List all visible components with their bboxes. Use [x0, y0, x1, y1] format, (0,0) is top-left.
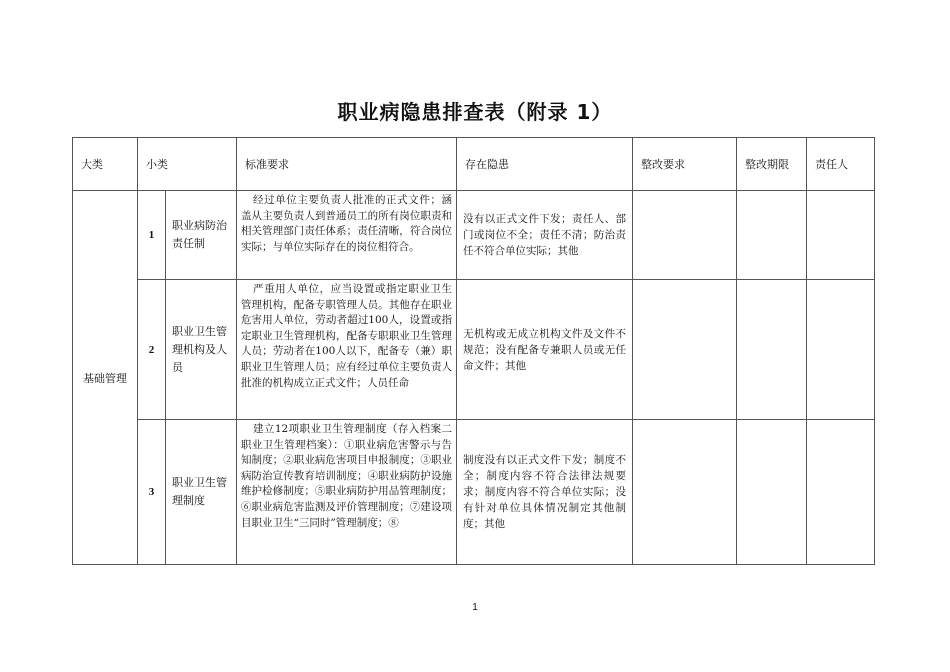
- document-title: 职业病隐患排查表（附录 1）: [337, 100, 613, 124]
- rectification-cell[interactable]: [633, 420, 737, 565]
- rectification-cell[interactable]: [633, 280, 737, 420]
- header-standard: 标准要求: [237, 138, 457, 191]
- table-row: [73, 191, 875, 280]
- subcategory-cell: 职业病防治责任制: [166, 191, 237, 280]
- hazard-cell: 制度没有以正式文件下发；制度不全；制度内容不符合法律法规要求；制度内容不符合单位实际；没有针对单位具体情况制定其他制度；其他: [457, 420, 633, 565]
- header-category: 大类: [73, 138, 138, 191]
- table-row: [73, 420, 875, 565]
- header-deadline: 整改期限: [737, 138, 807, 191]
- responsible-cell[interactable]: [807, 191, 875, 280]
- hazard-cell: 无机构或无成立机构文件及文件不规范；没有配备专兼职人员或无任命文件；其他: [457, 280, 633, 420]
- page-number: 1: [472, 602, 478, 613]
- row-number: 2: [138, 280, 166, 420]
- hazard-cell: 没有以正式文件下发；责任人、部门或岗位不全；责任不清；防治责任不符合单位实际；其他: [457, 191, 633, 280]
- rectification-cell[interactable]: [633, 191, 737, 280]
- header-rectification: 整改要求: [633, 138, 737, 191]
- table-header-row: [73, 138, 875, 191]
- deadline-cell[interactable]: [737, 420, 807, 565]
- deadline-cell[interactable]: [737, 280, 807, 420]
- row-number: 3: [138, 420, 166, 565]
- subcategory-cell: 职业卫生管理制度: [166, 420, 237, 565]
- standard-cell: 经过单位主要负责人批准的正式文件；涵盖从主要负责人到普通员工的所有岗位职责和相关管理部门责任体系；责任清晰，符合岗位实际；与单位实际存在的岗位相符合。: [237, 191, 457, 280]
- header-hazard: 存在隐患: [457, 138, 633, 191]
- hazard-checklist-table: [72, 137, 875, 565]
- deadline-cell[interactable]: [737, 191, 807, 280]
- standard-cell: 建立12项职业卫生管理制度（存入档案二职业卫生管理档案）：①职业病危害警示与告知制度；②职业病危害项目申报制度；③职业病防治宣传教育培训制度；④职业病防护设施维护检修制度；⑤职业病防护用品管理制度；⑥职业病危害监测及评价管理制度；⑦建设项目职业卫生“三同时”管理制度；⑧: [237, 420, 457, 565]
- standard-cell: 严重用人单位，应当设置或指定职业卫生管理机构，配备专职管理人员。其他存在职业危害用人单位，劳动者超过100人，设置或指定职业卫生管理机构，配备专职职业卫生管理人员；劳动者在100人以下，配备专（兼）职职业卫生管理人员；应有经过单位主要负责人批准的机构成立正式文件；人员任命: [237, 280, 457, 420]
- responsible-cell[interactable]: [807, 420, 875, 565]
- header-subcategory: 小类: [138, 138, 237, 191]
- table-row: [73, 280, 875, 420]
- row-number: 1: [138, 191, 166, 280]
- subcategory-cell: 职业卫生管理机构及人员: [166, 280, 237, 420]
- header-responsible: 责任人: [807, 138, 875, 191]
- category-cell: 基础管理: [73, 191, 138, 565]
- responsible-cell[interactable]: [807, 280, 875, 420]
